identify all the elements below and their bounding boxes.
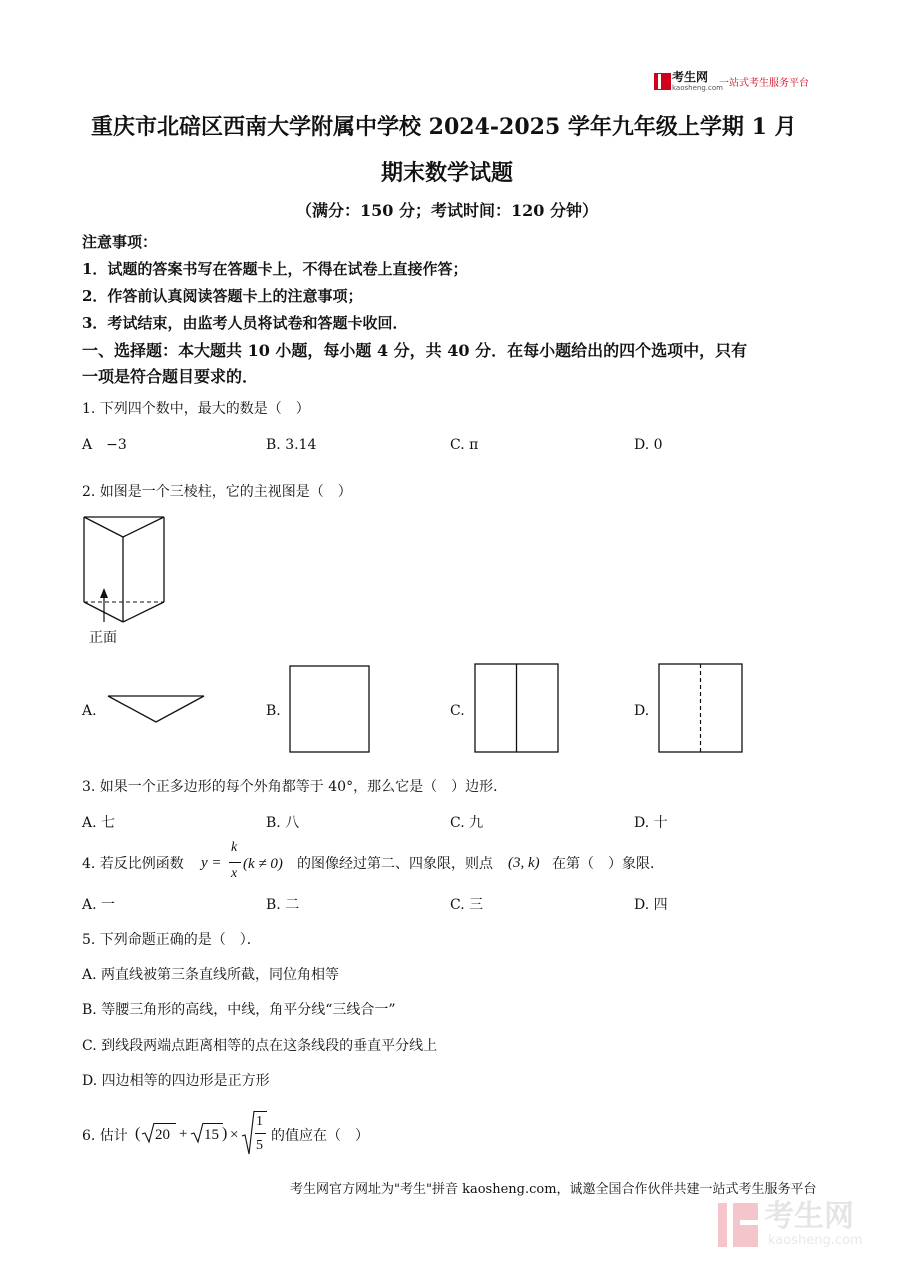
q6-sqrt-sign-3 [241, 1110, 255, 1156]
q4-option-b: B. 二 [266, 897, 300, 913]
question-2-stem: 2. 如图是一个三棱柱，它的主视图是（ ） [82, 484, 352, 500]
q5-option-d: D. 四边相等的四边形是正方形 [82, 1073, 270, 1089]
q3-option-b: B. 八 [266, 815, 300, 831]
q6-paren-open: ( [135, 1125, 141, 1142]
question-4-stem-prefix: 4. 若反比例函数 [82, 856, 184, 872]
footer-text: 考生网官方网址为"考生"拼音 kaosheng.com，诚邀全国合作伙伴共建一站式考生服务平台 [290, 1182, 817, 1197]
q1-option-c: C. π [450, 437, 479, 453]
section-heading: 一、选择题：本大题共 10 小题，每小题 4 分，共 40 分．在每小题给出的四个选项中，只有 [82, 341, 748, 360]
q4-fraction-bar [229, 862, 241, 863]
q3-option-d: D. 十 [634, 815, 668, 831]
q6-radicand-1: 20 [155, 1127, 170, 1143]
q2-option-d: D. [634, 703, 650, 719]
logo-domain: kaosheng.com [672, 84, 723, 92]
q1-option-a: A −3 [82, 437, 127, 453]
q2-option-c-figure [474, 663, 560, 755]
q2-option-c: C. [450, 703, 465, 719]
q6-plus: + [179, 1126, 188, 1142]
q2-option-b-figure [289, 665, 371, 755]
question-4-stem-suffix: 在第（ ）象限． [552, 856, 664, 872]
watermark-logo [718, 1200, 888, 1260]
q5-option-a: A. 两直线被第三条直线所截，同位角相等 [82, 967, 340, 983]
logo-slogan: 一站式考生服务平台 [719, 78, 809, 89]
q5-option-c: C. 到线段两端点距离相等的点在这条线段的垂直平分线上 [82, 1038, 438, 1054]
q6-fraction-bar [255, 1133, 266, 1134]
q2-option-a: A. [82, 703, 97, 719]
q4-formula-condition: (k ≠ 0) [243, 856, 283, 872]
q4-formula-y: y = [201, 855, 222, 871]
notice-item: 3．考试结束，由监考人员将试卷和答题卡收回． [82, 314, 408, 332]
q2-option-a-figure [107, 695, 207, 725]
q5-option-b: B. 等腰三角形的高线，中线，角平分线“三线合一” [82, 1002, 396, 1018]
q2-option-b: B. [266, 703, 281, 719]
q6-paren-close: ) [222, 1125, 228, 1142]
q6-sqrt-sign-1 [141, 1122, 155, 1144]
page-title-line1: 重庆市北碚区西南大学附属中学校 2024-2025 学年九年级上学期 1 月 [91, 114, 797, 140]
section-heading-cont: 一项是符合题目要求的． [82, 367, 259, 386]
question-5-stem: 5. 下列命题正确的是（ ）． [82, 932, 261, 948]
q6-sqrt-sign-2 [190, 1122, 204, 1144]
q2-option-d-figure [658, 663, 744, 755]
q4-point: (3, k) [508, 855, 540, 871]
q1-option-b: B. 3.14 [266, 437, 317, 453]
q4-option-c: C. 三 [450, 897, 484, 913]
exam-info: （满分：150 分；考试时间：120 分钟） [296, 201, 598, 220]
notice-item: 2．作答前认真阅读答题卡上的注意事项； [82, 287, 363, 305]
notice-heading: 注意事项： [82, 233, 158, 251]
q3-option-a: A. 七 [82, 815, 116, 831]
question-3-stem: 3. 如果一个正多边形的每个外角都等于 40°，那么它是（ ）边形． [82, 779, 508, 795]
question-4-stem-mid: 的图像经过第二、四象限，则点 [297, 856, 493, 872]
watermark-domain: kaosheng.com [768, 1233, 863, 1248]
prism-figure [80, 512, 170, 632]
logo-name: 考生网 [672, 70, 709, 84]
q4-formula-denominator: x [231, 866, 238, 881]
q6-fraction-denominator: 5 [256, 1138, 263, 1153]
q3-option-c: C. 九 [450, 815, 484, 831]
figure-label-front: 正面 [89, 630, 117, 646]
watermark-icon [718, 1203, 758, 1247]
q4-option-a: A. 一 [82, 897, 116, 913]
question-1-stem: 1. 下列四个数中，最大的数是（ ） [82, 401, 310, 417]
question-6-stem-prefix: 6. 估计 [82, 1128, 128, 1144]
q6-times: × [230, 1127, 239, 1143]
question-6-stem-suffix: 的值应在（ ） [271, 1128, 369, 1144]
q6-fraction-numerator: 1 [256, 1114, 263, 1129]
logo-icon [654, 73, 671, 90]
q4-option-d: D. 四 [634, 897, 668, 913]
q6-radicand-2: 15 [204, 1127, 219, 1143]
notice-item: 1．试题的答案书写在答题卡上，不得在试卷上直接作答； [82, 260, 468, 278]
watermark-name: 考生网 [764, 1199, 854, 1234]
q1-option-d: D. 0 [634, 437, 663, 453]
page-title-line2: 期末数学试题 [381, 160, 514, 186]
q4-formula-numerator: k [231, 840, 238, 855]
